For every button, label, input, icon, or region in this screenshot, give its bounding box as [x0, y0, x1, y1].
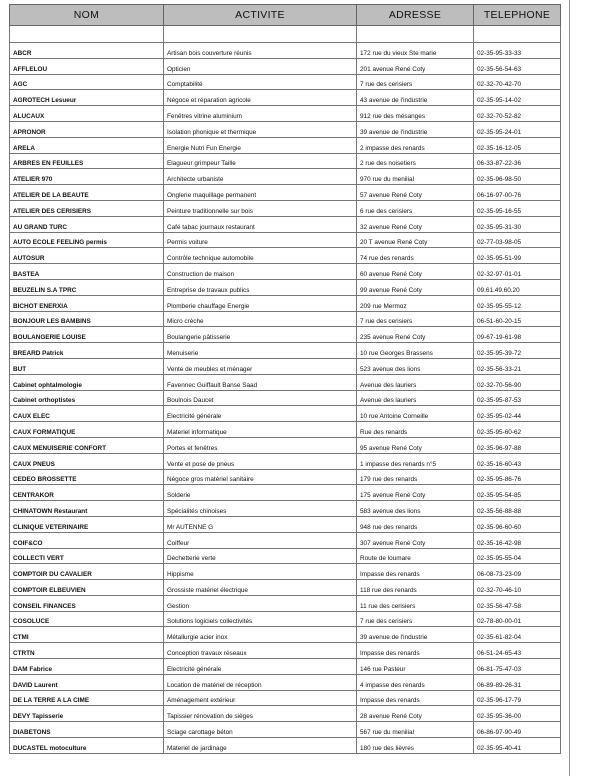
cell-nom: CAUX MENUISERIE CONFORT [10, 437, 164, 453]
cell-nom: ATELIER DE LA BEAUTE [10, 185, 164, 201]
cell-telephone: 06-51-60-20-15 [474, 311, 561, 327]
cell-nom: BOULANGERIE LOUISE [10, 327, 164, 343]
cell-nom: ATELIER DES CERISIERS [10, 200, 164, 216]
table-row [10, 674, 561, 690]
cell-telephone: 02-35-56-33-21 [474, 358, 561, 374]
cell-telephone: 02-35-96-97-88 [474, 437, 561, 453]
cell-adresse: 146 rue Pasteur [357, 659, 474, 675]
cell-telephone: 02-35-95-51-99 [474, 248, 561, 264]
cell-activite: Coiffeur [164, 532, 357, 548]
table-row [10, 200, 561, 216]
cell-adresse: 307 avenue René Coty [357, 532, 474, 548]
cell-nom: AGC [10, 74, 164, 90]
cell-telephone: 02-35-95-40-41 [474, 738, 561, 754]
cell-activite: Aménagement extérieur [164, 690, 357, 706]
header-adresse: ADRESSE [357, 5, 474, 26]
cell-telephone: 02-32-70-52-82 [474, 106, 561, 122]
table-row [10, 453, 561, 469]
cell-nom: CAUX FORMATIQUE [10, 422, 164, 438]
spacer-cell [164, 26, 357, 43]
cell-activite: Plomberie chauffage Energie [164, 295, 357, 311]
cell-telephone: 02-35-95-36-00 [474, 706, 561, 722]
cell-nom: DIABETONS [10, 722, 164, 738]
cell-activite: Architecte urbaniste [164, 169, 357, 185]
cell-activite: Hippisme [164, 564, 357, 580]
cell-activite: Solderie [164, 485, 357, 501]
cell-activite: Sciage carottage béton [164, 722, 357, 738]
table-body [10, 26, 561, 754]
table-row [10, 485, 561, 501]
cell-adresse: 2 rue des noisetiers [357, 153, 474, 169]
cell-activite: Vente et pose de pneus [164, 453, 357, 469]
cell-adresse: 180 rue des lièvres [357, 738, 474, 754]
cell-adresse: 235 avenue René Coty [357, 327, 474, 343]
cell-nom: ARELA [10, 137, 164, 153]
header-activite: ACTIVITE [164, 5, 357, 26]
cell-telephone: 02-35-96-60-60 [474, 516, 561, 532]
cell-adresse: Avenue des lauriers [357, 390, 474, 406]
cell-telephone: 02-35-95-87-53 [474, 390, 561, 406]
cell-activite: Café tabac journaux restaurant [164, 216, 357, 232]
spacer-cell [10, 26, 164, 43]
cell-adresse: Impasse des renards [357, 690, 474, 706]
cell-telephone: 02-35-95-54-85 [474, 485, 561, 501]
table-row [10, 532, 561, 548]
cell-nom: Cabinet orthoptistes [10, 390, 164, 406]
cell-adresse: 10 rue Georges Brassens [357, 343, 474, 359]
cell-nom: BEUZELIN S.A TPRC [10, 279, 164, 295]
table-row [10, 279, 561, 295]
cell-telephone: 02-32-70-56-90 [474, 374, 561, 390]
cell-adresse: 10 rue Antoine Corneille [357, 406, 474, 422]
table-row [10, 690, 561, 706]
cell-activite: Portes et fenêtres [164, 437, 357, 453]
table-row [10, 706, 561, 722]
cell-activite: Contrôle technique automobile [164, 248, 357, 264]
table-row [10, 374, 561, 390]
table-row [10, 627, 561, 643]
cell-adresse: 948 rue des renards [357, 516, 474, 532]
table-row [10, 153, 561, 169]
cell-activite: Isolation phonique et thermique [164, 121, 357, 137]
table-row [10, 595, 561, 611]
cell-activite: Spécialités chinoises [164, 501, 357, 517]
cell-activite: Materiel informatique [164, 422, 357, 438]
directory-table [9, 4, 561, 754]
spacer-row [10, 26, 561, 43]
table-row [10, 169, 561, 185]
cell-nom: CONSEIL FINANCES [10, 595, 164, 611]
cell-adresse: 60 avenue René Coty [357, 264, 474, 280]
table-row [10, 327, 561, 343]
cell-telephone: 06-33-87-22-36 [474, 153, 561, 169]
cell-adresse: 95 avenue René Coty [357, 437, 474, 453]
cell-adresse: 74 rue des renards [357, 248, 474, 264]
cell-adresse: 583 avenue des lions [357, 501, 474, 517]
cell-nom: BASTEA [10, 264, 164, 280]
cell-nom: CLINIQUE VETERINAIRE [10, 516, 164, 532]
cell-activite: Conception travaux réseaux [164, 643, 357, 659]
cell-adresse: 567 rue du menilial [357, 722, 474, 738]
cell-adresse: 175 avenue René Coty [357, 485, 474, 501]
cell-telephone: 02-35-56-54-63 [474, 58, 561, 74]
cell-telephone: 02-35-95-55-04 [474, 548, 561, 564]
cell-adresse: 4 impasse des renards [357, 674, 474, 690]
cell-adresse: 7 rue des cerisiers [357, 74, 474, 90]
table-row [10, 659, 561, 675]
cell-nom: BONJOUR LES BAMBINS [10, 311, 164, 327]
cell-telephone: 02-35-96-17-79 [474, 690, 561, 706]
cell-activite: Menuiserie [164, 343, 357, 359]
table-row [10, 216, 561, 232]
cell-telephone: 02-77-03-98-05 [474, 232, 561, 248]
cell-adresse: 7 rue des cerisiers [357, 311, 474, 327]
cell-nom: COMPTOIR ELBEUVIEN [10, 580, 164, 596]
cell-activite: Déchetterie verte [164, 548, 357, 564]
cell-adresse: Impasse des renards [357, 643, 474, 659]
table-row [10, 580, 561, 596]
cell-telephone: 02-35-61-82-04 [474, 627, 561, 643]
cell-nom: AGROTECH Lesueur [10, 90, 164, 106]
table-row [10, 121, 561, 137]
cell-adresse: 39 avenue de l'industrie [357, 627, 474, 643]
cell-activite: Boulangerie pâtisserie [164, 327, 357, 343]
cell-nom: DAM Fabrice [10, 659, 164, 675]
cell-adresse: 7 rue des cerisiers [357, 611, 474, 627]
table-row [10, 406, 561, 422]
page-edge-line [569, 0, 570, 776]
cell-telephone: 02-35-95-24-01 [474, 121, 561, 137]
cell-telephone: 02-35-95-86-76 [474, 469, 561, 485]
cell-activite: Boulnois Daucet [164, 390, 357, 406]
cell-nom: AUTO ECOLE FEELING permis [10, 232, 164, 248]
cell-nom: BICHOT ENERXIA [10, 295, 164, 311]
cell-activite: Entreprise de travaux publics [164, 279, 357, 295]
cell-activite: Location de matériel de réception [164, 674, 357, 690]
cell-nom: BREARD Patrick [10, 343, 164, 359]
cell-telephone: 02-35-16-12-05 [474, 137, 561, 153]
cell-adresse: 28 avenue René Coty [357, 706, 474, 722]
cell-nom: CEDEO BROSSETTE [10, 469, 164, 485]
cell-telephone: 02-78-80-00-01 [474, 611, 561, 627]
table-row [10, 185, 561, 201]
cell-activite: Négoce et réparation agricole [164, 90, 357, 106]
cell-activite: Onglerie maquillage permanent [164, 185, 357, 201]
cell-adresse: 523 avenue des lions [357, 358, 474, 374]
cell-nom: DAVID Laurent [10, 674, 164, 690]
cell-telephone: 09.61.49.60.20 [474, 279, 561, 295]
cell-activite: Mr AUTENNE G [164, 516, 357, 532]
cell-activite: Construction de maison [164, 264, 357, 280]
cell-telephone: 06-08-73-23-09 [474, 564, 561, 580]
cell-nom: COMPTOIR DU CAVALIER [10, 564, 164, 580]
cell-activite: Micro crèche [164, 311, 357, 327]
table-row [10, 611, 561, 627]
cell-telephone: 02-35-96-98-50 [474, 169, 561, 185]
cell-activite: Energie Nutri Fun Energie [164, 137, 357, 153]
cell-telephone: 02-35-56-47-58 [474, 595, 561, 611]
cell-adresse: 970 rue du menilial [357, 169, 474, 185]
cell-activite: Elagueur grimpeur Taille [164, 153, 357, 169]
table-row [10, 311, 561, 327]
table-row [10, 58, 561, 74]
cell-activite: Négoce gros matériel sanitaire [164, 469, 357, 485]
cell-adresse: Rue des renards [357, 422, 474, 438]
cell-adresse: 2 impasse des renards [357, 137, 474, 153]
cell-adresse: 209 rue Mermoz [357, 295, 474, 311]
cell-activite: Grossiste matériel électrique [164, 580, 357, 596]
cell-adresse: Impasse des renards [357, 564, 474, 580]
table-row [10, 90, 561, 106]
cell-nom: COSOLUCE [10, 611, 164, 627]
table-row [10, 469, 561, 485]
cell-nom: ATELIER 970 [10, 169, 164, 185]
cell-activite: Favennec Guiffault Banse Saad [164, 374, 357, 390]
cell-nom: ARBRES EN FEUILLES [10, 153, 164, 169]
cell-adresse: 172 rue du vieux Ste marie [357, 43, 474, 59]
cell-adresse: 39 avenue de l'industrie [357, 121, 474, 137]
cell-adresse: 201 avenue René Coty [357, 58, 474, 74]
spacer-cell [474, 26, 561, 43]
cell-nom: AUTOSUR [10, 248, 164, 264]
cell-nom: CAUX ELEC [10, 406, 164, 422]
cell-activite: Fenêtres vitrine aluminium [164, 106, 357, 122]
cell-telephone: 06-81-75-47-03 [474, 659, 561, 675]
cell-telephone: 02-35-16-60-43 [474, 453, 561, 469]
cell-activite: Opticien [164, 58, 357, 74]
table-row [10, 422, 561, 438]
cell-telephone: 02-35-95-31-30 [474, 216, 561, 232]
cell-telephone: 09-67-19-61-98 [474, 327, 561, 343]
cell-adresse: 1 impasse des renards n°5 [357, 453, 474, 469]
cell-telephone: 06-16-97-00-76 [474, 185, 561, 201]
cell-adresse: 43 avenue de l'industrie [357, 90, 474, 106]
cell-telephone: 02-35-95-39-72 [474, 343, 561, 359]
table-row [10, 232, 561, 248]
cell-adresse: 11 rue des cerisiers [357, 595, 474, 611]
table-row [10, 343, 561, 359]
cell-nom: ABCR [10, 43, 164, 59]
cell-adresse: Avenue des lauriers [357, 374, 474, 390]
cell-telephone: 02-35-95-33-33 [474, 43, 561, 59]
cell-adresse: 179 rue des renards [357, 469, 474, 485]
cell-nom: BUT [10, 358, 164, 374]
cell-activite: Solutions logiciels collectivités [164, 611, 357, 627]
cell-telephone: 02-35-95-60-62 [474, 422, 561, 438]
cell-adresse: Route de loumare [357, 548, 474, 564]
cell-nom: ALUCAUX [10, 106, 164, 122]
cell-adresse: 20 T avenue René Coty [357, 232, 474, 248]
table-row [10, 516, 561, 532]
cell-activite: Comptabilité [164, 74, 357, 90]
cell-adresse: 99 avenue René Coty [357, 279, 474, 295]
cell-nom: DUCASTEL motoculture [10, 738, 164, 754]
table-row [10, 295, 561, 311]
spacer-cell [357, 26, 474, 43]
cell-nom: AU GRAND TURC [10, 216, 164, 232]
cell-nom: DE LA TERRE A LA CIME [10, 690, 164, 706]
cell-telephone: 02-32-70-42-70 [474, 74, 561, 90]
cell-adresse: 57 avenue René Coty [357, 185, 474, 201]
cell-activite: Métallurgie acier inox [164, 627, 357, 643]
table-row [10, 643, 561, 659]
cell-nom: DEVY Tapisserie [10, 706, 164, 722]
cell-activite: Electricité générale [164, 659, 357, 675]
cell-nom: CAUX PNEUS [10, 453, 164, 469]
table-row [10, 74, 561, 90]
cell-nom: AFFLELOU [10, 58, 164, 74]
cell-telephone: 02-32-70-46-10 [474, 580, 561, 596]
cell-telephone: 06-51-24-65-43 [474, 643, 561, 659]
cell-nom: Cabinet ophtalmologie [10, 374, 164, 390]
header-row [10, 5, 561, 26]
cell-telephone: 02-35-95-16-55 [474, 200, 561, 216]
directory-sheet [9, 4, 560, 754]
table-row [10, 137, 561, 153]
cell-telephone: 02-35-56-88-88 [474, 501, 561, 517]
cell-telephone: 06-89-89-26-31 [474, 674, 561, 690]
header-nom: NOM [10, 5, 164, 26]
cell-telephone: 02-35-95-02-44 [474, 406, 561, 422]
cell-activite: Materiel de jardinage [164, 738, 357, 754]
table-row [10, 106, 561, 122]
cell-nom: CTRTN [10, 643, 164, 659]
cell-nom: COLLECTI VERT [10, 548, 164, 564]
cell-nom: APRONOR [10, 121, 164, 137]
table-row [10, 722, 561, 738]
cell-activite: Peinture traditionnelle sur bois [164, 200, 357, 216]
table-row [10, 437, 561, 453]
cell-adresse: 32 avenue René Coty [357, 216, 474, 232]
cell-adresse: 118 rue des renards [357, 580, 474, 596]
table-row [10, 738, 561, 754]
cell-telephone: 06-86-97-90-49 [474, 722, 561, 738]
cell-adresse: 6 rue des cerisiers [357, 200, 474, 216]
cell-nom: COIF&CO [10, 532, 164, 548]
cell-nom: CTMI [10, 627, 164, 643]
table-row [10, 248, 561, 264]
cell-telephone: 02-35-95-14-02 [474, 90, 561, 106]
cell-telephone: 02-35-16-42-98 [474, 532, 561, 548]
table-row [10, 501, 561, 517]
cell-nom: CHINATOWN Restaurant [10, 501, 164, 517]
cell-activite: Artisan bois couverture réunis [164, 43, 357, 59]
cell-activite: Gestion [164, 595, 357, 611]
table-row [10, 564, 561, 580]
cell-nom: CENTRAKOR [10, 485, 164, 501]
cell-telephone: 02-35-95-55-12 [474, 295, 561, 311]
table-row [10, 358, 561, 374]
cell-adresse: 912 rue des mésanges [357, 106, 474, 122]
cell-activite: Electricité générale [164, 406, 357, 422]
table-row [10, 390, 561, 406]
cell-activite: Permis voiture [164, 232, 357, 248]
cell-activite: Vente de meubles et ménager [164, 358, 357, 374]
cell-activite: Tapissier rénovation de sièges [164, 706, 357, 722]
table-row [10, 264, 561, 280]
header-telephone: TELEPHONE [474, 5, 561, 26]
table-row [10, 43, 561, 59]
table-row [10, 548, 561, 564]
cell-telephone: 02-32-97-01-01 [474, 264, 561, 280]
